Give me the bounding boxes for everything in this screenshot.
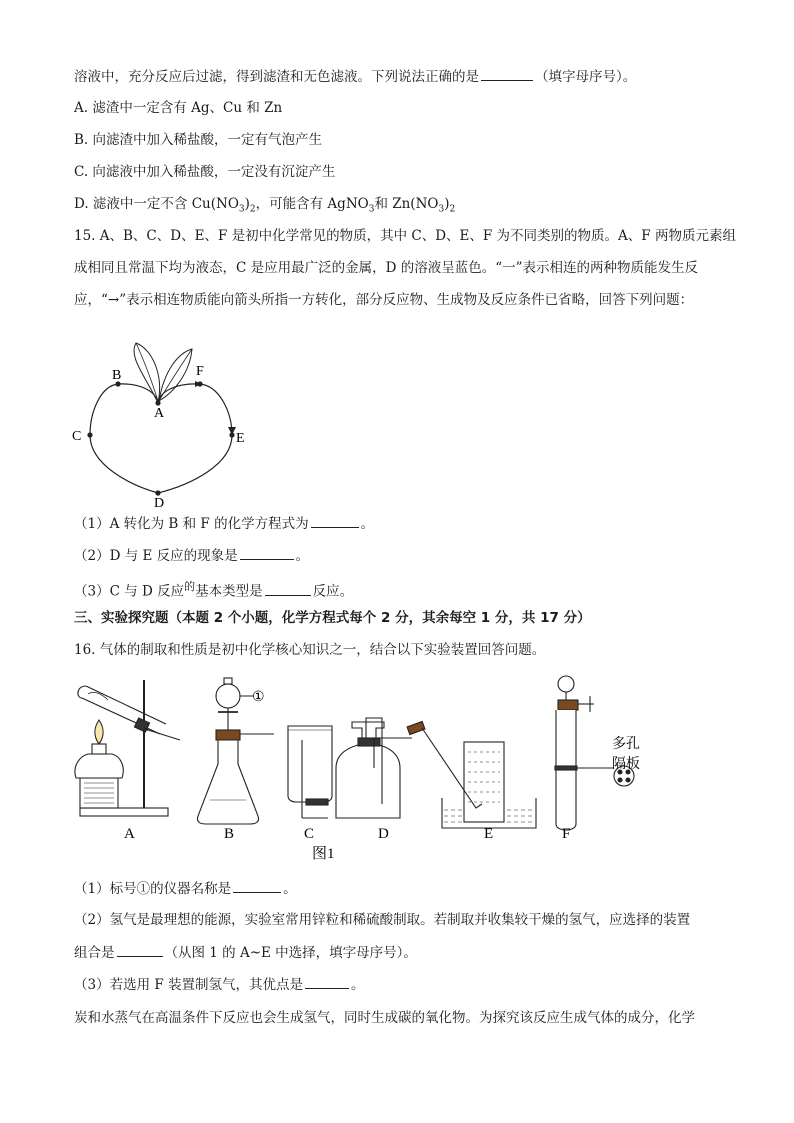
node-a (155, 400, 160, 405)
q15-sub1: （1）A 转化为 B 和 F 的化学方程式为 。 (74, 513, 374, 534)
q15-sub2-blank[interactable] (240, 545, 294, 560)
node-e (229, 432, 234, 437)
q14-option-d: D. 滤液中一定不含 $Cu(NO_3)_2$，可能含有 AgNO$_3$和 $Zn(NO_3)_2$ (74, 196, 456, 215)
q15-sub2: （2）D 与 E 反应的现象是 。 (74, 545, 309, 566)
q14-option-c: C. 向滤液中加入稀盐酸，一定没有沉淀产生 (74, 164, 336, 180)
label-c: C (72, 429, 82, 444)
label-b: B (112, 368, 122, 383)
q16-continuation: 炭和水蒸气在高温条件下反应也会生成氢气，同时生成碳的氧化物。为探究该反应生成气体的成分，化学 (74, 1010, 695, 1026)
q14-option-b: B. 向滤渣中加入稀盐酸，一定有气泡产生 (74, 132, 323, 148)
apparatus-c (288, 726, 332, 818)
label-apparatus-d: D (378, 826, 389, 842)
apparatus-f (555, 676, 634, 830)
q15-sub3: （3）C 与 D 反应$^的$基本类型是 反应。 (74, 580, 354, 600)
funnel-bulb-icon (216, 684, 240, 708)
circle-mark-1: ① (252, 690, 265, 705)
label-apparatus-f: F (562, 826, 571, 842)
q15-stem-line2: 成相同且常温下均为液态，C 是应用最广泛的金属，D 的溶液呈蓝色。“一”表示相连的两种物质能发生反 (74, 260, 699, 276)
q16-sub1-blank[interactable] (233, 878, 281, 893)
label-a: A (154, 406, 165, 421)
label-e: E (236, 431, 245, 446)
q15-sub1-blank[interactable] (311, 513, 359, 528)
plate-label-1: 多孔 (612, 737, 640, 752)
apparatus-d (336, 718, 412, 818)
q14-answer-blank[interactable] (481, 66, 533, 81)
label-apparatus-e: E (484, 826, 494, 842)
plate-label-2: 隔板 (612, 757, 640, 772)
q16-sub3: （3）若选用 F 装置制氢气，其优点是 。 (74, 974, 365, 995)
q15-sub3-blank[interactable] (265, 581, 311, 596)
apparatus-a (75, 680, 180, 816)
section-3-title: 三、实验探究题（本题 2 个小题，化学方程式每个 2 分，其余每空 1 分，共 17 分） (74, 610, 591, 626)
q15-relation-diagram (60, 335, 260, 510)
link-f-e (200, 384, 232, 435)
q16-sub3-blank[interactable] (305, 974, 349, 989)
node-d (155, 490, 160, 495)
label-f: F (196, 364, 204, 379)
label-apparatus-b: B (224, 826, 235, 842)
q16-apparatus-figure (62, 668, 662, 863)
q16-sub2-line1: （2）氢气是最理想的能源，实验室常用锌粒和稀硫酸制取。若制取并收集较干燥的氢气，应选择的装置 (74, 912, 691, 928)
q16-stem: 16. 气体的制取和性质是初中化学核心知识之一，结合以下实验装置回答问题。 (74, 642, 546, 658)
q14-option-a: A. 滤渣中一定含有 Ag、Cu 和 Zn (74, 100, 283, 116)
q16-sub2-line2: 组合是 （从图 1 的 A~E 中选择，填字母序号）。 (74, 942, 417, 963)
label-d: D (154, 496, 165, 510)
apparatus-e (407, 722, 536, 828)
q16-sub2-blank[interactable] (117, 942, 163, 957)
q14-stem: 溶液中，充分反应后过滤，得到滤渣和无色滤液。下列说法正确的是 （填字母序号）。 (74, 66, 636, 87)
q15-stem-line3: 应，“→”表示相连物质能向箭头所指一方转化，部分反应物、生成物及反应条件已省略，回答下列问题： (74, 292, 694, 308)
node-c (87, 432, 92, 437)
porous-plate-icon (555, 766, 577, 770)
alcohol-lamp-icon (75, 754, 123, 778)
q16-sub1: （1）标号①的仪器名称是 。 (74, 878, 297, 899)
node-f (197, 381, 202, 386)
link-b-c (90, 384, 118, 435)
label-apparatus-a: A (124, 826, 135, 842)
link-d-e (158, 435, 232, 493)
q15-stem-line1: 15. A、B、C、D、E、F 是初中化学常见的物质，其中 C、D、E、F 为不同类别的物质。A、F 两物质元素组 (74, 228, 736, 244)
label-apparatus-c: C (304, 826, 315, 842)
link-c-d (90, 435, 158, 493)
figure-caption: 图1 (312, 846, 335, 862)
